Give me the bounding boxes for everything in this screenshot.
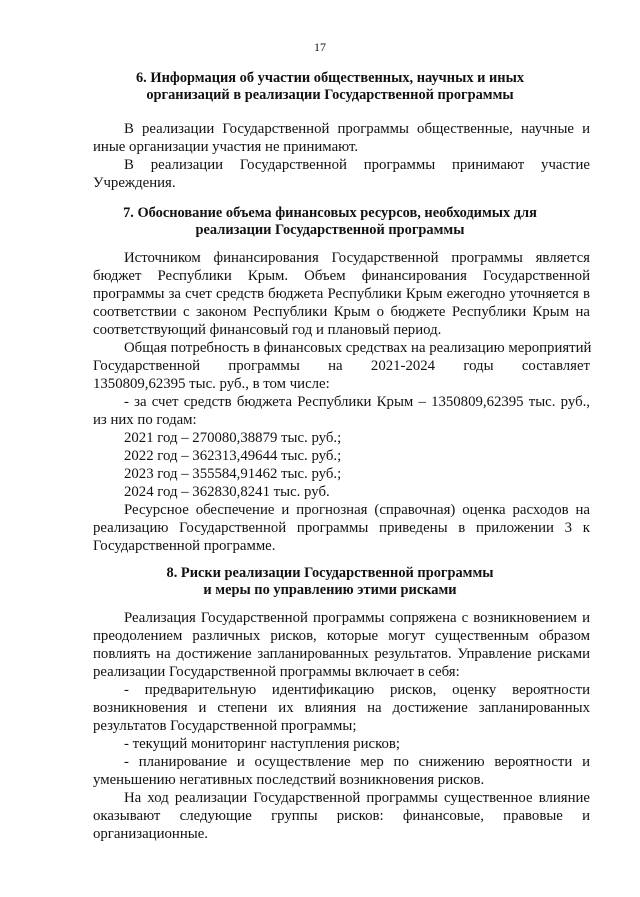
section-8-text-line: уменьшению негативных последствий возникновения рисков. — [93, 772, 485, 788]
section-7-year-line: 2024 год – 362830,8241 тыс. руб. — [124, 484, 330, 500]
section-6-text-line: Учреждения. — [93, 175, 176, 191]
section-7-text-line: программы за счет средств бюджета Республики Крым ежегодно уточняется в — [93, 286, 590, 302]
section-7-text-line: - за счет средств бюджета Республики Крым – 1350809,62395 тыс. руб., — [124, 394, 590, 410]
page-number: 17 — [314, 40, 326, 54]
section-6-text-line: иные организации участия не принимают. — [93, 139, 359, 155]
section-6-text-line: В реализации Государственной программы общественные, научные и — [124, 121, 590, 137]
section-6-title — [110, 70, 550, 104]
section-8-text-line: возникновения и степени их влияния на достижение запланированных — [93, 700, 590, 716]
section-7-text-line: 1350809,62395 тыс. руб., в том числе: — [93, 376, 330, 392]
section-8-text-line: организационные. — [93, 826, 208, 842]
section-7-text-line: реализацию Государственной программы приведены в приложении 3 к — [93, 520, 590, 536]
section-7-title-line: 7. Обоснование объема финансовых ресурсов, необходимых для — [123, 205, 537, 221]
section-7-text-line: Государственной программе. — [93, 538, 276, 554]
section-7-title-line: реализации Государственной программы — [195, 222, 465, 238]
section-7-text-line: соответствующий финансовый год и плановый период. — [93, 322, 442, 338]
section-7-text-line: Общая потребность в финансовых средствах на реализацию мероприятий — [124, 340, 592, 356]
section-7-text-line: соответствии с законом Республики Крым о бюджете Республики Крым на — [93, 304, 590, 320]
section-7-title — [110, 205, 550, 239]
section-7-year-line: 2023 год – 355584,91462 тыс. руб.; — [124, 466, 342, 482]
section-6-text-line: В реализации Государственной программы принимают участие — [124, 157, 590, 173]
section-8-title-line: 8. Риски реализации Государственной программы — [166, 565, 494, 581]
section-8-list-item: - планирование и осуществление мер по снижению вероятности и — [124, 754, 590, 770]
section-8-text-line: результатов Государственной программы; — [93, 718, 357, 734]
section-7-text-line: Ресурсное обеспечение и прогнозная (справочная) оценка расходов на — [124, 502, 590, 518]
section-7-year-line: 2021 год – 270080,38879 тыс. руб.; — [124, 430, 342, 446]
section-7-text-line: Источником финансирования Государственной программы является — [124, 250, 590, 266]
section-7-text-line: Государственной программы на 2021-2024 годы составляет — [93, 358, 590, 374]
section-8-text-line: Реализация Государственной программы сопряжена с возникновением и — [124, 610, 590, 626]
section-8-text-line: реализации Государственной программы включает в себя: — [93, 664, 460, 680]
section-8-text-line: оказывают следующие группы рисков: финансовые, правовые и — [93, 808, 590, 824]
section-6-title-line: организаций в реализации Государственной программы — [146, 87, 514, 103]
section-8-title — [110, 565, 550, 599]
section-8-text-line: повлиять на достижение запланированных результатов. Управление рисками — [93, 646, 590, 662]
section-7-text-line: бюджет Республики Крым. Объем финансирования Государственной — [93, 268, 590, 284]
section-8-list-item: - предварительную идентификацию рисков, оценку вероятности — [124, 682, 590, 698]
section-8-title-line: и меры по управлению этими рисками — [203, 582, 457, 598]
section-8-list-item: - текущий мониторинг наступления рисков; — [124, 736, 400, 752]
section-7-text-line: из них по годам: — [93, 412, 197, 428]
section-8-text-line: На ход реализации Государственной программы существенное влияние — [124, 790, 590, 806]
section-7-year-line: 2022 год – 362313,49644 тыс. руб.; — [124, 448, 342, 464]
section-6-title-line: 6. Информация об участии общественных, научных и иных — [135, 70, 525, 86]
section-8-text-line: преодолением различных рисков, которые могут существенным образом — [93, 628, 590, 644]
